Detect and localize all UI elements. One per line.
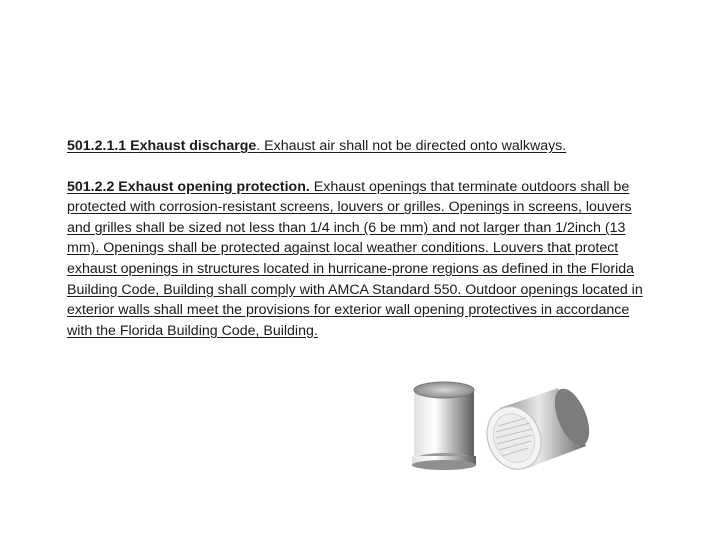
section-number: 501.2.1.1: [67, 138, 127, 154]
vent-sleeves-illustration: [408, 380, 592, 476]
section-body: Exhaust openings that terminate outdoors shall be protected with corrosion-resistant screens, louvers or grilles. Openings in screens, louvers and grilles shall be sized not less than 1/4 inch (6 be mm) and not larger than 1/2inch (13 mm). Openings shall be protected against local weather conditions. Louvers that protect exhaust openings in structures located in hurricane-prone regions as defined in the Florida Building Code, Building shall comply with AMCA Standard 550. Outdoor openings located in exterior walls shall meet the provisions for exterior wall opening protectives in accordance with the Florida Building Code, Building.: [67, 178, 643, 339]
section-exhaust-discharge: [67, 136, 657, 157]
section-title: Exhaust opening protection.: [118, 178, 310, 195]
section-body: . Exhaust air shall not be directed onto walkways.: [256, 138, 567, 154]
section-number: 501.2.2: [67, 178, 115, 195]
open-sleeve: [412, 382, 476, 470]
section-exhaust-opening-protection: [67, 177, 657, 342]
code-text-block: [67, 136, 657, 341]
section-title: Exhaust discharge: [130, 138, 257, 154]
grille-sleeve: [478, 384, 592, 476]
vent-sleeves-image: [408, 380, 592, 476]
